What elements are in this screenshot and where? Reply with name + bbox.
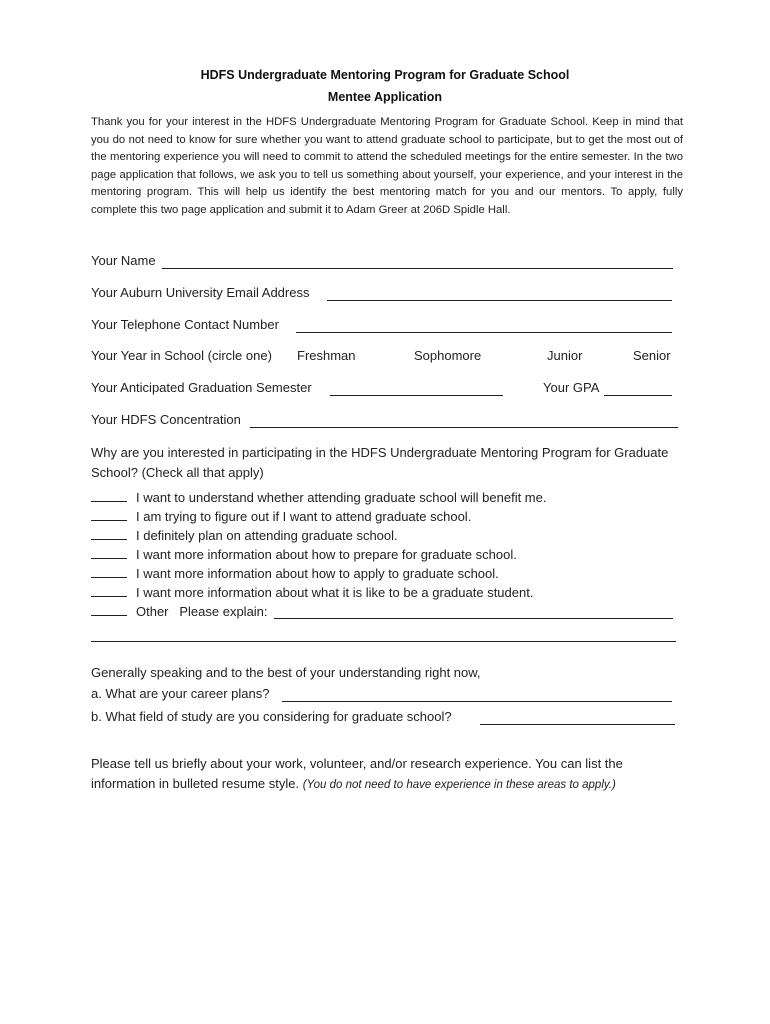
interest-option-row <box>91 489 546 505</box>
interest-option-row <box>91 508 471 524</box>
interest-other-row <box>91 603 268 619</box>
interest-option-row <box>91 584 533 600</box>
explain-input-line-2[interactable] <box>91 641 676 642</box>
interest-option-label: I want more information about what it is like to be a graduate student. <box>136 585 534 600</box>
concentration-label: Your HDFS Concentration <box>91 412 241 427</box>
grad-semester-input-line[interactable] <box>330 395 503 396</box>
year-option-freshman[interactable]: Freshman <box>297 348 356 363</box>
checkbox-blank[interactable] <box>91 546 127 559</box>
gpa-input-line[interactable] <box>604 395 672 396</box>
interest-option-label: I am trying to figure out if I want to attend graduate school. <box>136 509 472 524</box>
concentration-input-line[interactable] <box>250 427 678 428</box>
interest-option-label: I want to understand whether attending graduate school will benefit me. <box>136 490 547 505</box>
interest-option-label: I definitely plan on attending graduate school. <box>136 528 398 543</box>
form-subtitle: Mentee Application <box>327 90 443 104</box>
intro-paragraph: Thank you for your interest in the HDFS Undergraduate Mentoring Program for Graduate School. Keep in mind that you do not need to know for sure whether you want to attend graduate school to participate, but to get the most out of the mentoring experience you will need to commit to attend the scheduled meetings for the entire semester. In the two page application that follows, we ask you to tell us something about yourself, your experience, and your interest in the mentoring program. This will help us identify the best mentoring match for you and our mentors. To apply, fully complete this two page application and submit it to Adam Greer at 206D Spidle Hall. <box>91 116 683 216</box>
career-plans-input-line[interactable] <box>282 701 672 702</box>
checkbox-blank[interactable] <box>91 584 127 597</box>
other-label: Other <box>136 604 169 619</box>
phone-label: Your Telephone Contact Number <box>91 317 279 332</box>
interest-option-label: I want more information about how to apply to graduate school. <box>136 566 499 581</box>
career-plans-label: a. What are your career plans? <box>91 686 270 701</box>
checkbox-blank[interactable] <box>91 489 127 502</box>
gpa-label: Your GPA <box>543 380 600 395</box>
form-title: HDFS Undergraduate Mentoring Program for Graduate School <box>200 68 570 82</box>
interest-option-label: I want more information about how to prepare for graduate school. <box>136 547 517 562</box>
phone-input-line[interactable] <box>296 332 672 333</box>
year-option-sophomore[interactable]: Sophomore <box>414 348 482 363</box>
checkbox-blank[interactable] <box>91 527 127 540</box>
interest-option-row <box>91 527 398 543</box>
interest-option-row <box>91 565 499 581</box>
name-input-line[interactable] <box>162 268 673 269</box>
experience-note: (You do not need to have experience in these areas to apply.) <box>302 778 616 791</box>
field-of-study-input-line[interactable] <box>480 724 675 725</box>
checkbox-blank[interactable] <box>91 565 127 578</box>
email-input-line[interactable] <box>327 300 672 301</box>
checkbox-blank[interactable] <box>91 603 127 616</box>
grad-semester-label: Your Anticipated Graduation Semester <box>91 380 312 395</box>
interest-option-row <box>91 546 517 562</box>
interest-question: Why are you interested in participating in the HDFS Undergraduate Mentoring Program for Graduate School? (Check all that apply) <box>91 445 669 480</box>
field-of-study-label: b. What field of study are you considering for graduate school? <box>91 709 452 724</box>
explain-label: Please explain: <box>179 604 268 619</box>
year-option-junior[interactable]: Junior <box>547 348 583 363</box>
explain-input-line[interactable] <box>274 618 673 619</box>
experience-text: Please tell us briefly about your work, volunteer, and/or research experience. You can list the information in bulleted resume style. <box>91 756 623 791</box>
experience-prompt <box>91 754 681 795</box>
name-label: Your Name <box>91 253 156 268</box>
year-label: Your Year in School (circle one) <box>91 348 272 363</box>
checkbox-blank[interactable] <box>91 508 127 521</box>
year-option-senior[interactable]: Senior <box>633 348 671 363</box>
career-intro: Generally speaking and to the best of your understanding right now, <box>91 665 481 680</box>
email-label: Your Auburn University Email Address <box>91 285 310 300</box>
